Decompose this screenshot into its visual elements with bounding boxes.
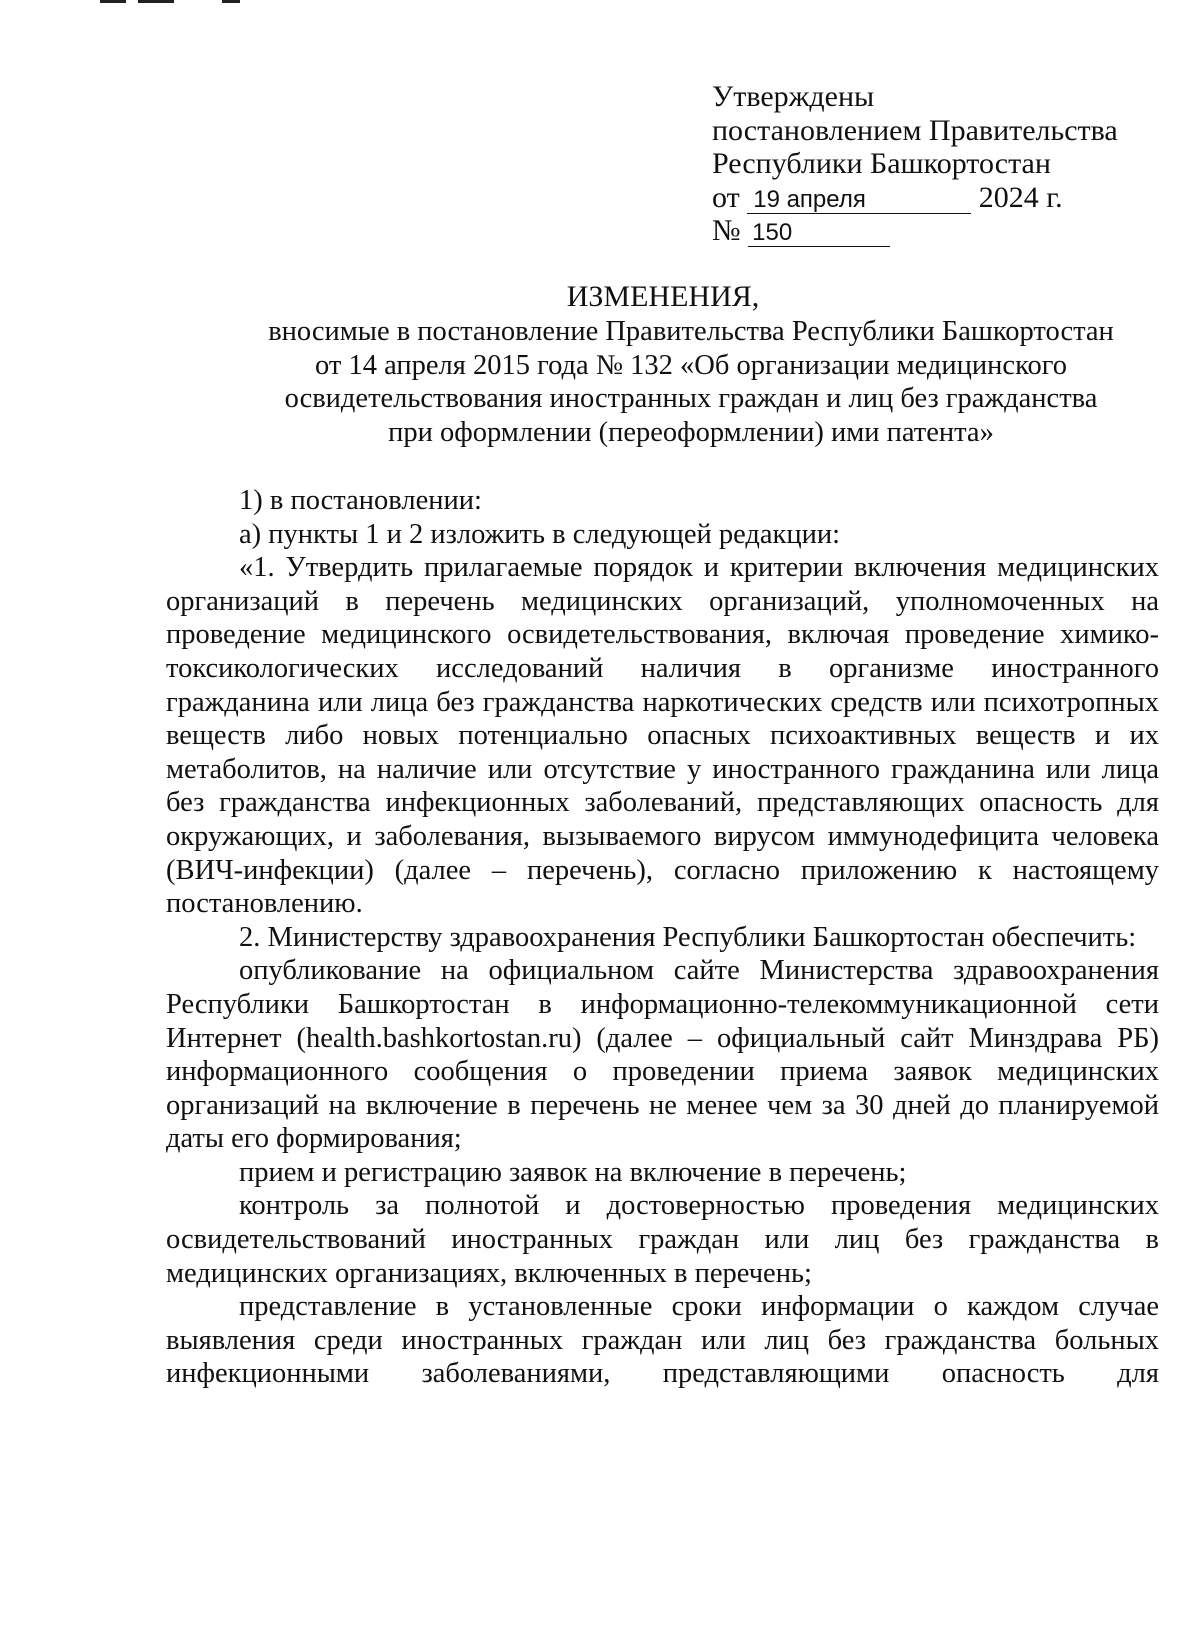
number-prefix: № xyxy=(712,214,741,247)
number-value: 150 xyxy=(748,220,890,247)
document-body xyxy=(166,484,1159,1391)
approval-line-3: Республики Башкортостан xyxy=(712,147,1051,180)
date-prefix: от xyxy=(712,180,740,214)
document-subtitle xyxy=(226,315,1156,449)
paragraph: 2. Министерству здравоохранения Республики Башкортостан обеспечить: xyxy=(239,921,1137,953)
scan-artifact xyxy=(138,0,174,3)
scan-artifact xyxy=(222,0,240,3)
approval-line-2: постановлением Правительства xyxy=(712,113,1118,147)
paragraph: 1) в постановлении: xyxy=(239,485,482,516)
date-value: 19 апреля xyxy=(747,187,971,214)
subtitle-line: от 14 апреля 2015 года № 132 «Об организации медицинского xyxy=(315,349,1067,381)
subtitle-line: при оформлении (переоформлении) ими патента» xyxy=(388,416,994,448)
paragraph: «1. Утвердить прилагаемые порядок и критерии включения медицинских организаций в перечень медицинских организаций, уполномоченных на проведение медицинского освидетельствования, включая проведение химико-токсикологических исследований наличия в организме иностранного гражданина или лица без гражданства наркотических средств или психотропных веществ либо новых потенциально опасных психоактивных веществ и их метаболитов, на наличие или отсутствие у иностранного гражданина или лица без гражданства инфекционных заболеваний, представляющих опасность для окружающих, и заболевания, вызываемого вирусом иммунодефицита человека (ВИЧ-инфекции) (далее – перечень), согласно приложению к настоящему постановлению. xyxy=(166,552,1159,920)
paragraph: контроль за полнотой и достоверностью проведения медицинских освидетельствований иностранных граждан или лиц без гражданства в медицинских организациях, включенных в перечень; xyxy=(166,1190,1159,1289)
scan-artifact xyxy=(100,0,126,3)
approval-line-1: Утверждены xyxy=(712,80,875,113)
approval-date-line xyxy=(712,181,1152,215)
paragraph: а) пункты 1 и 2 изложить в следующей редакции: xyxy=(239,518,841,550)
document-title: ИЗМЕНЕНИЯ, xyxy=(566,280,760,313)
date-suffix: 2024 г. xyxy=(978,180,1063,214)
approval-block xyxy=(712,80,1152,248)
paragraph: прием и регистрацию заявок на включение в перечень; xyxy=(239,1156,907,1188)
paragraph: представление в установленные сроки информации о каждом случае выявления среди иностранных граждан или лиц без гражданства больных инфекционными заболеваниями, представляющими опасность для xyxy=(166,1291,1159,1390)
subtitle-line: освидетельствования иностранных граждан и лиц без гражданства xyxy=(284,383,1098,414)
approval-number-line xyxy=(712,214,1152,248)
paragraph: опубликование на официальном сайте Министерства здравоохранения Республики Башкортостан в информационно-телекоммуникационной сети Интернет (health.bashkortostan.ru) (далее – официальный сайт Минздрава РБ) информационного сообщения о проведении приема заявок медицинских организаций на включение в перечень не менее чем за 30 дней до планируемой даты его формирования; xyxy=(166,955,1159,1155)
subtitle-line: вносимые в постановление Правительства Республики Башкортостан xyxy=(268,316,1114,347)
